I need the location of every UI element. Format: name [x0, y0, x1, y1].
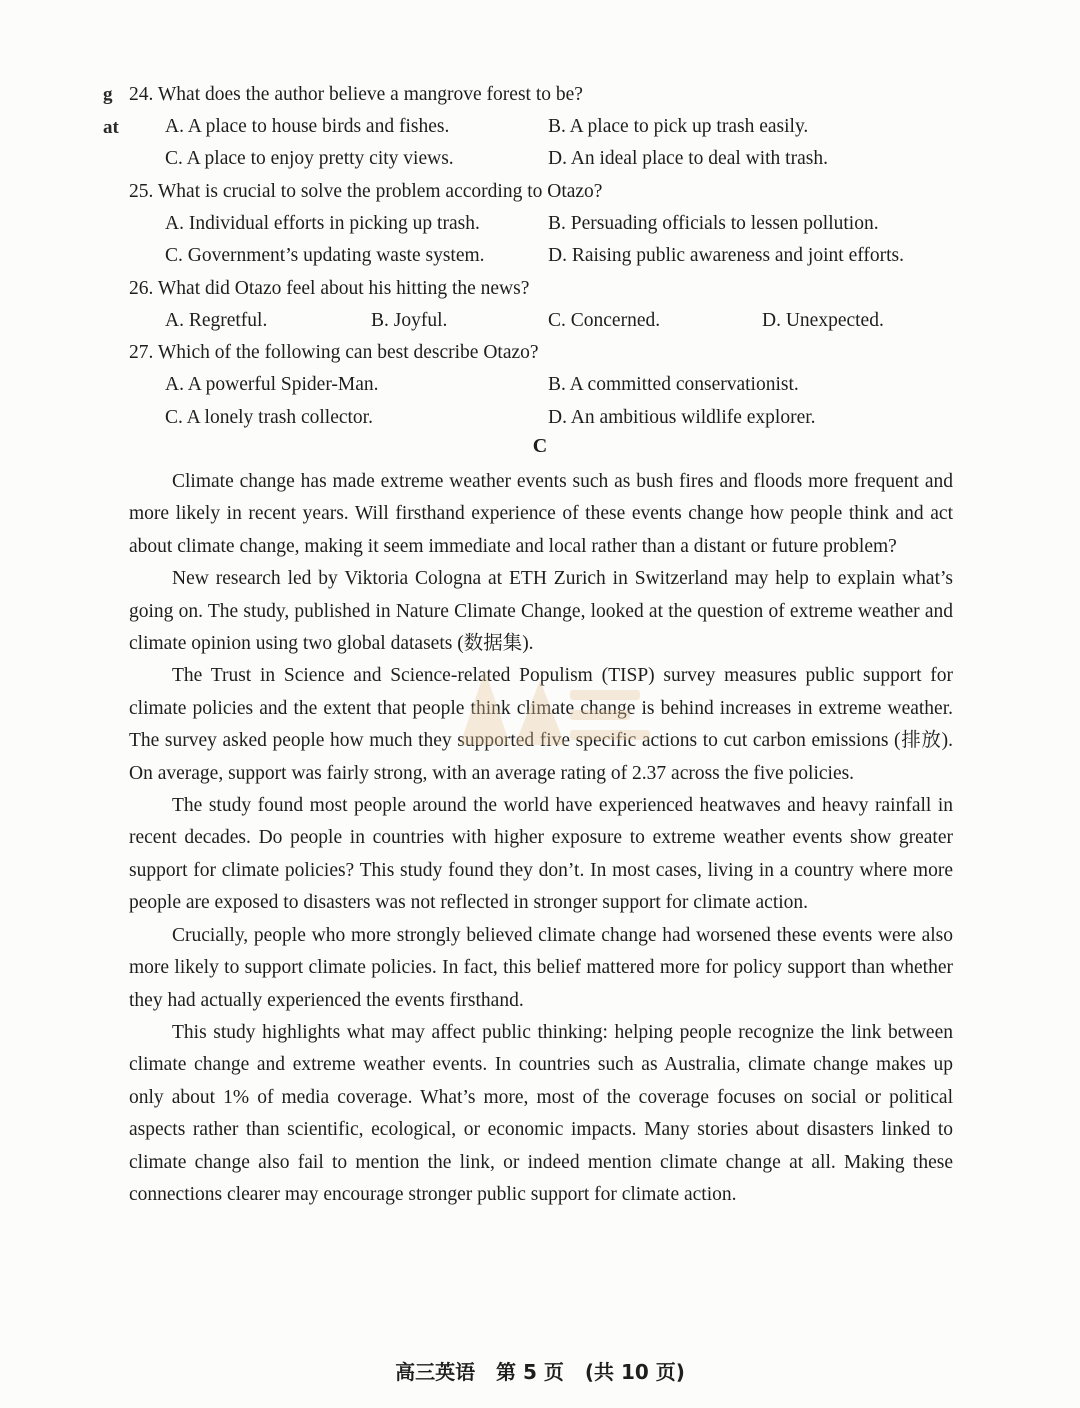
- footer-total-pages: (共 10 页): [584, 1360, 685, 1384]
- question-26-option-c[interactable]: C. Concerned.: [548, 310, 661, 331]
- passage-paragraph: The Trust in Science and Science-related Populism (TISP) survey measures public support for climate policies and the extent that people think climate change is behind increases in extreme weather. The survey asked people how much they supported five specific actions to cut carbon emissions (排放). On average, support was fairly strong, with an average rating of 2.37 across the five policies.: [129, 665, 953, 784]
- question-27-option-d[interactable]: D. An ambitious wildlife explorer.: [548, 407, 816, 428]
- passage-paragraph: New research led by Viktoria Cologna at ETH Zurich in Switzerland may help to explain what’s going on. The study, published in Nature Climate Change, looked at the question of extreme weather and climate opinion using two global datasets (数据集).: [129, 568, 953, 655]
- question-27-option-b[interactable]: B. A committed conservationist.: [548, 374, 799, 395]
- footer-subject: 高三英语: [395, 1360, 476, 1384]
- passage-paragraph: Crucially, people who more strongly believed climate change had worsened these events were also more likely to support climate policies. In fact, this belief mattered more for policy support than whether they had actually experienced the events firsthand.: [129, 924, 953, 1011]
- footer-page-number: 第 5 页: [496, 1360, 564, 1384]
- margin-fragment: at: [103, 117, 119, 138]
- question-26-option-d[interactable]: D. Unexpected.: [762, 310, 884, 331]
- question-24-stem: 24. What does the author believe a mangrove forest to be?: [129, 84, 583, 105]
- passage-paragraph: Climate change has made extreme weather events such as bush fires and floods more frequent and more likely in recent years. Will firsthand experience of these events change how people think and act about climate change, making it seem immediate and local rather than a distant or future problem?: [129, 471, 953, 557]
- question-24-option-d[interactable]: D. An ideal place to deal with trash.: [548, 148, 828, 169]
- question-27-stem: 27. Which of the following can best describe Otazo?: [129, 342, 539, 363]
- question-26-option-a[interactable]: A. Regretful.: [165, 310, 268, 331]
- question-25-option-c[interactable]: C. Government’s updating waste system.: [165, 245, 485, 266]
- question-27-option-c[interactable]: C. A lonely trash collector.: [165, 407, 373, 428]
- question-24-option-a[interactable]: A. A place to house birds and fishes.: [165, 116, 450, 137]
- question-24-option-c[interactable]: C. A place to enjoy pretty city views.: [165, 148, 454, 169]
- question-25-stem: 25. What is crucial to solve the problem according to Otazo?: [129, 181, 603, 202]
- question-24-option-b[interactable]: B. A place to pick up trash easily.: [548, 116, 809, 137]
- passage-paragraph: The study found most people around the world have experienced heatwaves and heavy rainfall in recent decades. Do people in countries with higher exposure to extreme weather events show greater support for climate policies? This study found they don’t. In most cases, living in a country where more people are exposed to disasters was not reflected in stronger support for climate action.: [129, 795, 953, 914]
- question-26-stem: 26. What did Otazo feel about his hitting the news?: [129, 278, 530, 299]
- question-26-option-b[interactable]: B. Joyful.: [371, 310, 448, 331]
- question-27-option-a[interactable]: A. A powerful Spider-Man.: [165, 374, 379, 395]
- question-25-option-d[interactable]: D. Raising public awareness and joint efforts.: [548, 245, 904, 266]
- section-title: C: [532, 435, 548, 457]
- question-25-option-b[interactable]: B. Persuading officials to lessen pollution.: [548, 213, 879, 234]
- page-footer: [0, 1356, 1080, 1385]
- question-25-option-a[interactable]: A. Individual efforts in picking up trash.: [165, 213, 480, 234]
- passage-paragraph: This study highlights what may affect public thinking: helping people recognize the link between climate change and extreme weather events. In countries such as Australia, climate change makes up only about 1% of media coverage. What’s more, most of the coverage focuses on social or political aspects rather than scientific, ecological, or economic impacts. Many stories about disasters linked to climate change also fail to mention the link, or indeed mention climate change at all. Making these connections clearer may encourage stronger public support for climate action.: [129, 1021, 953, 1205]
- reading-passage: [129, 466, 953, 1211]
- margin-fragment: g: [103, 84, 113, 105]
